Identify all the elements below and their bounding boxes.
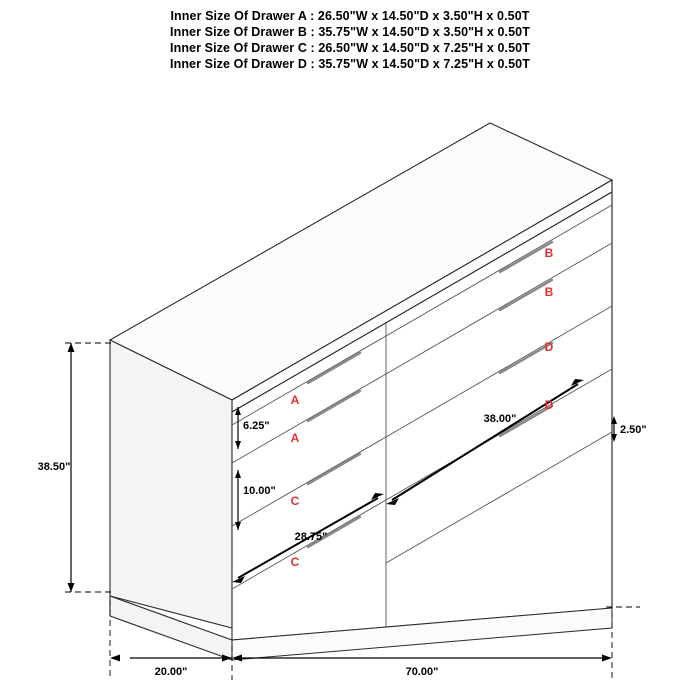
drawer-label-b-2: B <box>544 285 554 299</box>
dim-label-width: 70.00" <box>405 666 439 678</box>
drawer-label-d-2: D <box>544 398 554 412</box>
drawer-label-d-1: D <box>544 340 554 354</box>
spec-line-drawer-b: Inner Size Of Drawer B : 35.75"W x 14.50"D x 3.50"H x 0.50T <box>170 25 530 39</box>
spec-line-drawer-a: Inner Size Of Drawer A : 26.50"W x 14.50"D x 3.50"H x 0.50T <box>170 9 530 23</box>
drawer-label-a-1: A <box>290 393 300 407</box>
arrowhead-depth-left <box>110 655 120 662</box>
arrowhead-height-bottom <box>68 583 75 592</box>
arrowhead-width-right <box>602 655 612 662</box>
dim-label-span-upper: 38.00" <box>483 413 517 425</box>
arrowhead-height-top <box>68 343 75 352</box>
spec-line-drawer-c: Inner Size Of Drawer C : 26.50"W x 14.50"D x 7.25"H x 0.50T <box>170 41 530 55</box>
drawer-label-c-1: C <box>290 494 300 508</box>
drawer-label-b-1: B <box>544 246 554 260</box>
dim-label-drawer-a-height: 6.25" <box>243 420 270 432</box>
drawer-label-c-2: C <box>290 555 300 569</box>
spec-line-drawer-d: Inner Size Of Drawer D : 35.75"W x 14.50"D x 7.25"H x 0.50T <box>170 57 530 71</box>
drawer-label-a-2: A <box>290 431 300 445</box>
dim-label-base-height: 2.50" <box>620 424 647 436</box>
dim-label-depth: 20.00" <box>154 666 188 678</box>
dim-label-overall-height: 38.50" <box>37 461 71 473</box>
dim-label-span-lower: 28.75" <box>294 531 328 543</box>
dim-label-drawer-c-height: 10.00" <box>243 485 276 497</box>
